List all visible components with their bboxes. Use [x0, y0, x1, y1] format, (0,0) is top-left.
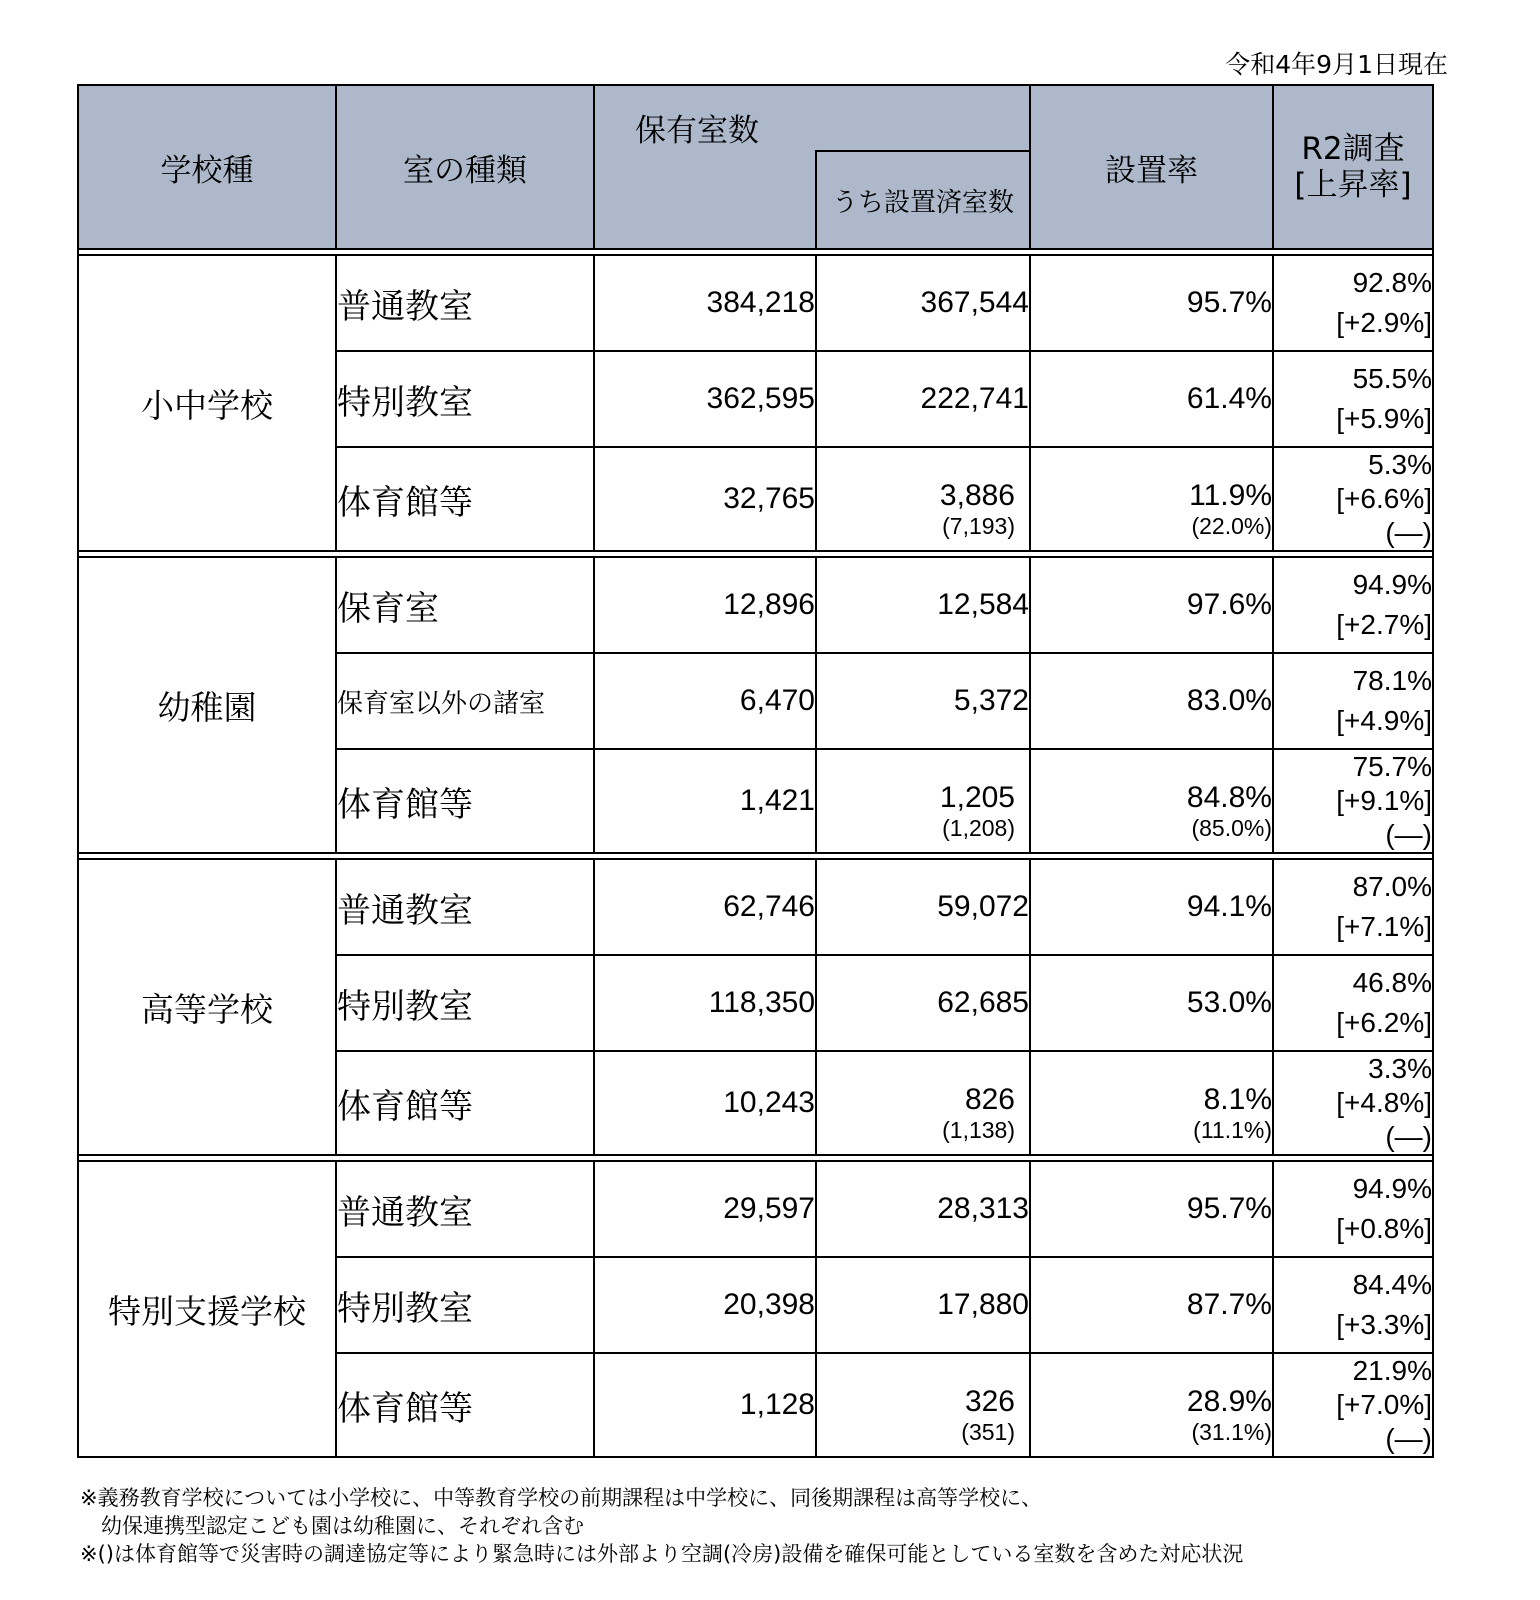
- install-rate-value: 28.9%: [1186, 1384, 1272, 1418]
- owned-rooms-cell: 1,421: [594, 749, 816, 853]
- room-type-cell: 保育室: [336, 557, 594, 653]
- r2-survey-cell: [1273, 447, 1433, 551]
- room-type-cell: 普通教室: [336, 859, 594, 955]
- r2-alt-value: (—): [1385, 819, 1432, 850]
- installed-rooms-cell: 62,685: [816, 955, 1030, 1051]
- header-room-type: 室の種類: [336, 85, 594, 249]
- r2-alt-value: (—): [1385, 1423, 1432, 1454]
- room-type-cell: 特別教室: [336, 1257, 594, 1353]
- r2-rise-value: [+6.2%]: [1336, 1007, 1432, 1038]
- footnote-2: 幼保連携型認定こども園は幼稚園に、それぞれ含む: [80, 1514, 584, 1538]
- footnote-1: ※義務教育学校については小学校に、中等教育学校の前期課程は中学校に、同後期課程は高等学校に、: [80, 1486, 1043, 1510]
- owned-rooms-cell: 12,896: [594, 557, 816, 653]
- owned-rooms-cell: 20,398: [594, 1257, 816, 1353]
- installed-rooms-cell: 222,741: [816, 351, 1030, 447]
- install-rate-value: 11.9%: [1189, 478, 1272, 512]
- footnotes: [80, 1484, 1243, 1568]
- install-rate-alt-value: (22.0%): [1191, 512, 1272, 539]
- r2-survey-cell: [1273, 1257, 1433, 1353]
- table-row: [78, 255, 1433, 351]
- installed-rooms-cell: 28,313: [816, 1161, 1030, 1257]
- school-type-cell: 特別支援学校: [78, 1161, 336, 1457]
- r2-rise-value: [+2.9%]: [1336, 307, 1432, 338]
- owned-rooms-cell: 6,470: [594, 653, 816, 749]
- r2-rate-value: 46.8%: [1352, 967, 1432, 998]
- r2-survey-cell: [1273, 749, 1433, 853]
- r2-survey-cell: [1273, 255, 1433, 351]
- owned-rooms-cell: 118,350: [594, 955, 816, 1051]
- install-rate-cell: 95.7%: [1030, 255, 1273, 351]
- install-rate-cell: 83.0%: [1030, 653, 1273, 749]
- install-rate-cell: 94.1%: [1030, 859, 1273, 955]
- installed-rooms-value: 826: [964, 1082, 1015, 1116]
- installed-rooms-cell: [816, 447, 1030, 551]
- table-row: [78, 557, 1433, 653]
- installed-rooms-cell: 17,880: [816, 1257, 1030, 1353]
- install-rate-alt-value: (31.1%): [1191, 1418, 1272, 1445]
- survey-date: 令和4年9月1日現在: [1225, 50, 1448, 79]
- installed-rooms-alt-value: (7,193): [942, 512, 1015, 539]
- installed-rooms-cell: 12,584: [816, 557, 1030, 653]
- r2-rate-value: 55.5%: [1352, 363, 1432, 394]
- room-type-cell: 体育館等: [336, 749, 594, 853]
- r2-rate-value: 21.9%: [1352, 1355, 1432, 1386]
- r2-survey-cell: [1273, 955, 1433, 1051]
- table-row: [78, 859, 1433, 955]
- installed-rooms-value: 326: [964, 1384, 1015, 1418]
- installed-rooms-value: 1,205: [939, 780, 1015, 814]
- r2-alt-value: (—): [1385, 517, 1432, 548]
- r2-rise-value: [+3.3%]: [1336, 1309, 1432, 1340]
- r2-survey-cell: [1273, 859, 1433, 955]
- installed-rooms-cell: [816, 749, 1030, 853]
- room-type-cell: 普通教室: [336, 255, 594, 351]
- install-rate-cell: 97.6%: [1030, 557, 1273, 653]
- footnote-3: ※()は体育館等で災害時の調達協定等により緊急時には外部より空調(冷房)設備を確保可能としている室数を含めた対応状況: [80, 1542, 1244, 1566]
- r2-survey-cell: [1273, 1051, 1433, 1155]
- install-rate-cell: 53.0%: [1030, 955, 1273, 1051]
- r2-survey-cell: [1273, 1161, 1433, 1257]
- r2-rate-value: 75.7%: [1352, 751, 1432, 782]
- install-rate-cell: [1030, 1353, 1273, 1457]
- install-rate-alt-value: (11.1%): [1193, 1116, 1272, 1143]
- owned-rooms-cell: 32,765: [594, 447, 816, 551]
- installed-rooms-value: 3,886: [939, 478, 1015, 512]
- owned-rooms-cell: 62,746: [594, 859, 816, 955]
- owned-rooms-cell: 362,595: [594, 351, 816, 447]
- r2-rise-value: [+7.0%]: [1336, 1389, 1432, 1420]
- r2-survey-cell: [1273, 1353, 1433, 1457]
- header-owned-rooms: 保有室数: [594, 85, 1030, 151]
- header-r2-line1: R2調査: [1301, 131, 1405, 167]
- room-type-cell: 体育館等: [336, 1353, 594, 1457]
- school-type-cell: 高等学校: [78, 859, 336, 1155]
- r2-rise-value: [+6.6%]: [1336, 483, 1432, 514]
- room-type-cell: 普通教室: [336, 1161, 594, 1257]
- school-type-cell: 小中学校: [78, 255, 336, 551]
- install-rate-alt-value: (85.0%): [1191, 814, 1272, 841]
- r2-survey-cell: [1273, 351, 1433, 447]
- r2-rise-value: [+7.1%]: [1336, 911, 1432, 942]
- header-r2-survey: [1273, 85, 1433, 249]
- r2-rate-value: 5.3%: [1368, 449, 1432, 480]
- install-rate-cell: 87.7%: [1030, 1257, 1273, 1353]
- header-owned-spacer: [594, 151, 816, 249]
- r2-rate-value: 3.3%: [1368, 1053, 1432, 1084]
- header-r2-line2: [上昇率]: [1294, 167, 1412, 203]
- install-rate-cell: [1030, 749, 1273, 853]
- installed-rooms-alt-value: (351): [961, 1418, 1015, 1445]
- header-install-rate: 設置率: [1030, 85, 1273, 249]
- installed-rooms-cell: 59,072: [816, 859, 1030, 955]
- header-school-type: 学校種: [78, 85, 336, 249]
- install-rate-cell: 61.4%: [1030, 351, 1273, 447]
- r2-rise-value: [+2.7%]: [1336, 609, 1432, 640]
- installed-rooms-alt-value: (1,208): [942, 814, 1015, 841]
- r2-rise-value: [+4.8%]: [1336, 1087, 1432, 1118]
- r2-rate-value: 87.0%: [1352, 871, 1432, 902]
- owned-rooms-cell: 10,243: [594, 1051, 816, 1155]
- owned-rooms-cell: 384,218: [594, 255, 816, 351]
- room-type-cell: 特別教室: [336, 955, 594, 1051]
- install-rate-value: 84.8%: [1186, 780, 1272, 814]
- install-rate-cell: [1030, 1051, 1273, 1155]
- r2-rate-value: 94.9%: [1352, 1173, 1432, 1204]
- r2-rise-value: [+0.8%]: [1336, 1213, 1432, 1244]
- r2-rate-value: 94.9%: [1352, 569, 1432, 600]
- install-rate-cell: [1030, 447, 1273, 551]
- r2-alt-value: (—): [1385, 1121, 1432, 1152]
- installed-rooms-cell: 5,372: [816, 653, 1030, 749]
- installed-rooms-alt-value: (1,138): [942, 1116, 1015, 1143]
- install-rate-cell: 95.7%: [1030, 1161, 1273, 1257]
- installed-rooms-cell: [816, 1051, 1030, 1155]
- room-type-cell: 体育館等: [336, 1051, 594, 1155]
- header-installed-rooms: うち設置済室数: [816, 151, 1030, 249]
- aircon-installation-table: [77, 84, 1434, 1458]
- owned-rooms-cell: 1,128: [594, 1353, 816, 1457]
- r2-rate-value: 84.4%: [1352, 1269, 1432, 1300]
- r2-rate-value: 78.1%: [1352, 665, 1432, 696]
- r2-survey-cell: [1273, 557, 1433, 653]
- r2-rise-value: [+9.1%]: [1336, 785, 1432, 816]
- installed-rooms-cell: 367,544: [816, 255, 1030, 351]
- school-type-cell: 幼稚園: [78, 557, 336, 853]
- r2-rise-value: [+5.9%]: [1336, 403, 1432, 434]
- installed-rooms-cell: [816, 1353, 1030, 1457]
- install-rate-value: 8.1%: [1203, 1082, 1272, 1116]
- r2-rate-value: 92.8%: [1352, 267, 1432, 298]
- room-type-cell: 保育室以外の諸室: [336, 653, 594, 749]
- r2-rise-value: [+4.9%]: [1336, 705, 1432, 736]
- room-type-cell: 体育館等: [336, 447, 594, 551]
- room-type-cell: 特別教室: [336, 351, 594, 447]
- table-row: [78, 1161, 1433, 1257]
- r2-survey-cell: [1273, 653, 1433, 749]
- owned-rooms-cell: 29,597: [594, 1161, 816, 1257]
